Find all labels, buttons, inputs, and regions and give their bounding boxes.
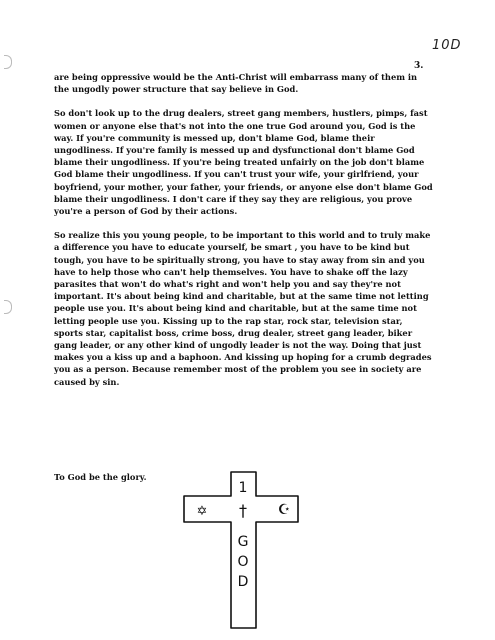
star-of-david-icon: ✡ [196,504,208,519]
binder-hole [4,55,12,69]
vertical-word-letter: G [237,534,249,550]
hand-drawn-cross [180,470,320,630]
handwritten-page-mark: 10D [432,38,462,53]
binder-hole [4,300,12,314]
closing-line: To God be the glory. [54,472,147,482]
paragraph: So realize this you young people, to be important to this world and to truly make a difference you have to educate yourself, be smart , you have to be kind but tough, you have to be spiritually strong, you have to stay away from sin and you have to help those who can't help themselves. You have to shake off the lazy parasites that won't do what's right and won't help you and say they're not important. It's about being kind and charitable, but at the same time not letting people use you. It's about being kind and charitable, but at the same time not letting people use you. Kissing up to the rap star, rock star, television star, sports star, capitalist boss, crime boss, drug dealer, street gang leader, biker gang leader, or any other kind of ungodly leader is not the way. Doing that just makes you a kiss up and a baphoon. And kissing up hoping for a crumb degrades you as a person. Because remember most of the problem you see in society are caused by sin. [54,230,432,387]
page-number: 3. [414,61,424,71]
cross-top-number: 1 [238,480,248,496]
cross-center-symbol: † [239,501,247,520]
vertical-word-letter: O [237,554,249,570]
vertical-word-letter: D [237,574,249,590]
paragraph: are being oppressive would be the Anti-Christ will embarrass many of them in the ungodly power structure that say believe in God. [54,72,418,95]
paragraph: So don't look up to the drug dealers, street gang members, hustlers, pimps, fast women or anyone else that's not into the one true God around you, God is the way. If you're community is messed up, don't blame God, blame their ungodliness. If you're family is messed up and dysfunctional don't blame God blame their ungodliness. If you're being treated unfairly on the job don't blame God blame their ungodliness. If you can't trust your wife, your girlfriend, your boyfriend, your mother, your father, your friends, or anyone else don't blame God blame their ungodliness. I don't care if they say they are religious, you prove you're a person of God by their actions. [54,108,433,217]
body-text [54,71,434,400]
crescent-icon: ☪ [277,502,291,518]
